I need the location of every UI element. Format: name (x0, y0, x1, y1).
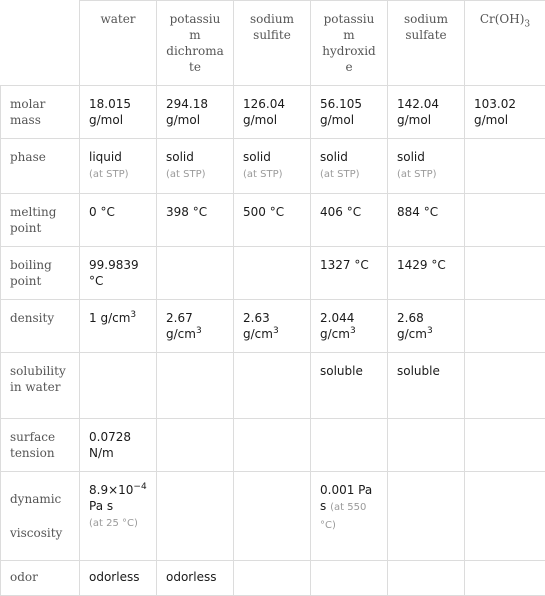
col-header-potassium-dichromate: potassium dichromate (157, 1, 234, 86)
cell-odor-potassium-hydroxide (311, 561, 388, 596)
cell-melting-point-sodium-sulfite: 500 °C (234, 194, 311, 247)
cell-boiling-point-chromium-hydroxide (465, 247, 545, 300)
cell-solubility-sodium-sulfite (234, 353, 311, 419)
row-molar-mass (1, 86, 545, 139)
cell-odor-potassium-dichromate: odorless (157, 561, 234, 596)
phase-value: solid (243, 150, 271, 164)
cell-density-water (80, 300, 157, 353)
viscosity-exponent: −4 (133, 482, 146, 492)
cell-molar-mass-potassium-hydroxide: 56.105 g/mol (311, 86, 388, 139)
cell-odor-sodium-sulfite (234, 561, 311, 596)
row-label-dynamic-viscosity: dynamic viscosity (1, 472, 80, 561)
col-header-water: water (80, 1, 157, 86)
density-value: 2.67 g/cm (166, 311, 196, 341)
cr-oh3-base: Cr(OH) (480, 12, 525, 26)
row-boiling-point (1, 247, 545, 300)
col-header-chromium-hydroxide (465, 1, 545, 86)
density-value: 2.63 g/cm (243, 311, 273, 341)
row-phase (1, 139, 545, 194)
cell-dynamic-viscosity-sodium-sulfite (234, 472, 311, 561)
viscosity-unit: Pa s (89, 499, 113, 513)
cell-phase-potassium-dichromate (157, 139, 234, 194)
cell-dynamic-viscosity-potassium-dichromate (157, 472, 234, 561)
cube-exponent: 3 (130, 310, 136, 320)
cell-solubility-potassium-dichromate (157, 353, 234, 419)
row-label-molar-mass: molar mass (1, 86, 80, 139)
cell-density-sodium-sulfite (234, 300, 311, 353)
cell-solubility-sodium-sulfate: soluble (388, 353, 465, 419)
row-dynamic-viscosity (1, 472, 545, 561)
col-header-sodium-sulfate: sodium sulfate (388, 1, 465, 86)
cell-melting-point-potassium-dichromate: 398 °C (157, 194, 234, 247)
row-label-density: density (1, 300, 80, 353)
cell-boiling-point-sodium-sulfate: 1429 °C (388, 247, 465, 300)
phase-condition: (at STP) (89, 169, 129, 180)
row-label-melting-point: melting point (1, 194, 80, 247)
cell-density-potassium-dichromate (157, 300, 234, 353)
cell-boiling-point-potassium-hydroxide: 1327 °C (311, 247, 388, 300)
viscosity-condition: (at 550 °C) (320, 502, 366, 531)
cell-melting-point-chromium-hydroxide (465, 194, 545, 247)
cell-solubility-potassium-hydroxide: soluble (311, 353, 388, 419)
cell-phase-potassium-hydroxide (311, 139, 388, 194)
cube-exponent: 3 (196, 326, 202, 336)
cell-boiling-point-potassium-dichromate (157, 247, 234, 300)
density-value: 1 g/cm (89, 311, 130, 325)
phase-value: solid (397, 150, 425, 164)
cell-dynamic-viscosity-chromium-hydroxide (465, 472, 545, 561)
cell-surface-tension-sodium-sulfate (388, 419, 465, 472)
cell-surface-tension-sodium-sulfite (234, 419, 311, 472)
row-label-phase: phase (1, 139, 80, 194)
corner-cell (1, 1, 80, 86)
cell-density-chromium-hydroxide (465, 300, 545, 353)
cell-molar-mass-sodium-sulfite: 126.04 g/mol (234, 86, 311, 139)
cell-surface-tension-potassium-dichromate (157, 419, 234, 472)
row-density (1, 300, 545, 353)
row-surface-tension (1, 419, 545, 472)
row-label-boiling-point: boiling point (1, 247, 80, 300)
phase-value: solid (320, 150, 348, 164)
cell-molar-mass-sodium-sulfate: 142.04 g/mol (388, 86, 465, 139)
cell-surface-tension-potassium-hydroxide (311, 419, 388, 472)
cell-melting-point-water: 0 °C (80, 194, 157, 247)
header-row (1, 1, 545, 86)
row-odor (1, 561, 545, 596)
cell-boiling-point-sodium-sulfite (234, 247, 311, 300)
cell-surface-tension-water: 0.0728 N/m (80, 419, 157, 472)
row-melting-point (1, 194, 545, 247)
cell-odor-chromium-hydroxide (465, 561, 545, 596)
cell-melting-point-sodium-sulfate: 884 °C (388, 194, 465, 247)
cell-density-potassium-hydroxide (311, 300, 388, 353)
cube-exponent: 3 (427, 326, 433, 336)
cell-density-sodium-sulfate (388, 300, 465, 353)
phase-condition: (at STP) (320, 169, 360, 180)
viscosity-value: 0.001 Pa s (320, 483, 372, 513)
row-label-odor: odor (1, 561, 80, 596)
cell-melting-point-potassium-hydroxide: 406 °C (311, 194, 388, 247)
cell-solubility-water (80, 353, 157, 419)
cube-exponent: 3 (350, 326, 356, 336)
cell-phase-sodium-sulfite (234, 139, 311, 194)
phase-value: liquid (89, 150, 122, 164)
cr-oh3-subscript: 3 (524, 19, 530, 29)
row-label-solubility: solubility in water (1, 353, 80, 419)
phase-condition: (at STP) (243, 169, 283, 180)
cube-exponent: 3 (273, 326, 279, 336)
cell-molar-mass-water: 18.015 g/mol (80, 86, 157, 139)
col-header-sodium-sulfite: sodium sulfite (234, 1, 311, 86)
cell-boiling-point-water: 99.9839 °C (80, 247, 157, 300)
phase-value: solid (166, 150, 194, 164)
cell-phase-sodium-sulfate (388, 139, 465, 194)
viscosity-mantissa: 8.9×10 (89, 483, 133, 497)
cell-dynamic-viscosity-potassium-hydroxide (311, 472, 388, 561)
viscosity-condition: (at 25 °C) (89, 518, 138, 529)
cell-odor-sodium-sulfate (388, 561, 465, 596)
row-label-surface-tension: surface tension (1, 419, 80, 472)
cell-surface-tension-chromium-hydroxide (465, 419, 545, 472)
cell-phase-water (80, 139, 157, 194)
cell-molar-mass-chromium-hydroxide: 103.02 g/mol (465, 86, 545, 139)
cell-solubility-chromium-hydroxide (465, 353, 545, 419)
col-header-potassium-hydroxide: potassium hydroxide (311, 1, 388, 86)
cell-molar-mass-potassium-dichromate: 294.18 g/mol (157, 86, 234, 139)
density-value: 2.68 g/cm (397, 311, 427, 341)
cell-odor-water: odorless (80, 561, 157, 596)
row-solubility (1, 353, 545, 419)
cell-dynamic-viscosity-water (80, 472, 157, 561)
cell-dynamic-viscosity-sodium-sulfate (388, 472, 465, 561)
density-value: 2.044 g/cm (320, 311, 354, 341)
phase-condition: (at STP) (397, 169, 437, 180)
cell-phase-chromium-hydroxide (465, 139, 545, 194)
phase-condition: (at STP) (166, 169, 206, 180)
